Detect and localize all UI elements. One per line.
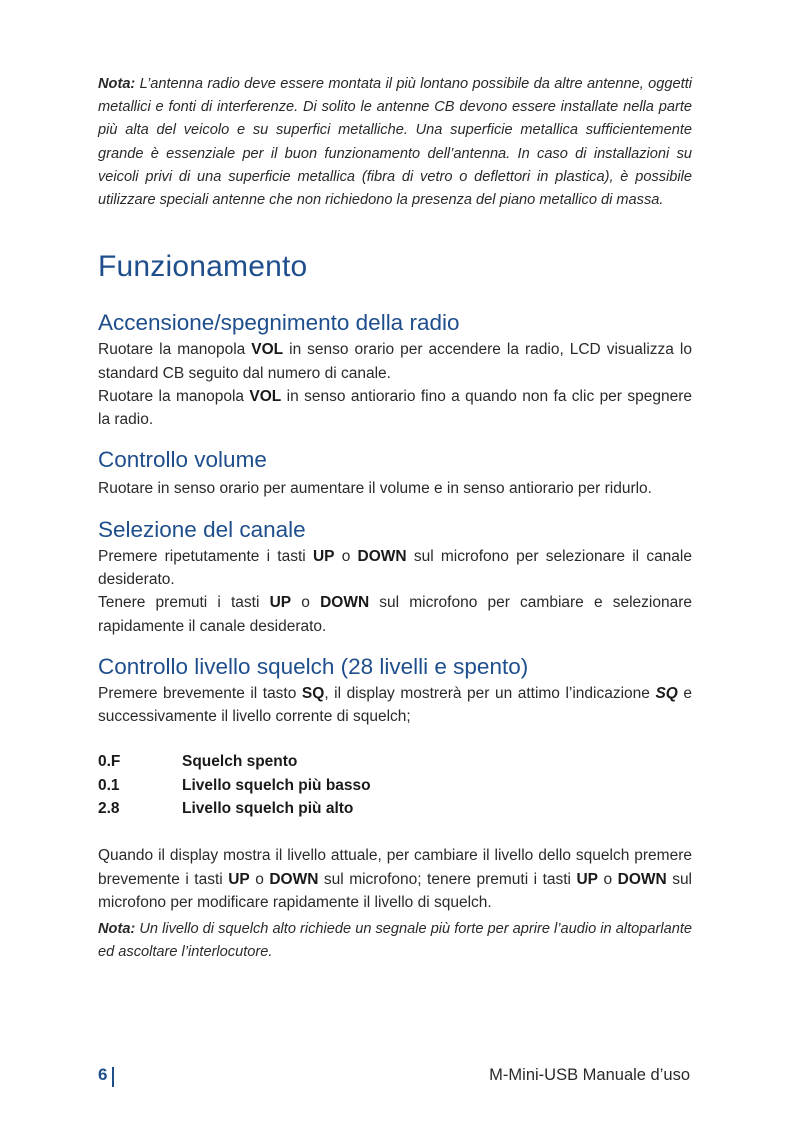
note-text: Un livello di squelch alto richiede un segnale più forte per aprire l’audio in altoparlante ed ascoltare l’interlocutore. [98,921,692,961]
text: in senso antiorario fino a quando non fa clic per spegnere la radio. [98,387,692,429]
power-paragraph-2 [98,385,692,432]
squelch-levels-table [98,750,371,820]
level-code: 0.1 [98,776,120,794]
level-desc: Livello squelch più alto [182,800,354,818]
text: o [249,870,270,888]
text: Premere brevemente il tasto [98,684,302,702]
text: Premere ripetutamente i tasti [98,547,313,565]
page-content [98,73,692,965]
level-code: 0.F [98,753,121,771]
heading-power: Accensione/spegnimento della radio [98,310,460,336]
text: e successivamente il livello corrente di squelch; [98,684,692,726]
power-paragraph-1 [98,338,692,385]
level-desc: Livello squelch più basso [182,776,371,794]
key-up: UP [269,594,292,612]
key-down: DOWN [617,870,667,888]
text: sul microfono; tenere premuti i tasti [318,870,577,888]
heading-volume: Controllo volume [98,447,267,473]
table-row [98,774,371,797]
text: Ruotare la manopola [98,341,252,359]
text: Ruotare la manopola [98,387,250,405]
text: , il display mostrerà per un attimo l’indicazione [324,684,656,702]
footer-divider [112,1067,114,1087]
key-up: UP [312,547,335,565]
text: o [334,547,358,565]
text: Tenere premuti i tasti [98,594,270,612]
text: sul microfono per modificare rapidamente il livello di squelch. [98,870,693,911]
heading-channel: Selezione del canale [98,516,306,542]
channel-paragraph-1 [98,545,692,592]
text: sul microfono per cambiare e selezionare rapidamente il canale desiderato. [98,594,692,635]
text: o [291,594,321,612]
key-down: DOWN [269,870,319,888]
volume-paragraph: Ruotare in senso orario per aumentare il volume e in senso antiorario per ridurlo. [98,480,652,498]
table-row [98,750,371,773]
note-antenna [98,73,692,212]
key-sq: SQ [301,684,325,702]
note-label: Nota: [98,921,136,938]
text: in senso orario per accendere la radio, LCD visualizza lo standard CB seguito dal numero di canale. [98,341,692,382]
key-vol: VOL [249,387,282,405]
heading-squelch: Controllo livello squelch (28 livelli e spento) [98,653,529,679]
note-squelch [98,918,692,964]
footer-title: M-Mini-USB Manuale d’uso [489,1066,690,1084]
key-down: DOWN [357,547,407,565]
squelch-paragraph-2 [98,844,692,914]
key-down: DOWN [320,594,370,612]
text: Quando il display mostra il livello attuale, per cambiare il livello dello squelch premere brevemente i tasti [98,847,692,888]
table-row [98,797,371,820]
key-vol: VOL [251,341,284,359]
key-up: UP [228,870,250,888]
section-title: Funzionamento [98,250,308,284]
level-desc: Squelch spento [182,753,298,771]
note-text: L’antenna radio deve essere montata il più lontano possibile da altre antenne, oggetti metallici e fonti di interferenze. Di solito le antenne CB devono essere installate nella parte più alta del veicolo e su superfici metalliche. Una superficie metallica sufficientemente grande è essenziale per il buon funzionamento dell’antenna. In caso di installazioni su veicoli privi di una superficie metallica (fibra di vetro o deflettori in plastica), è possibile utilizzare speciali antenne che non richiedono la presenza del piano metallico di massa. [98,76,692,209]
squelch-paragraph-1 [98,682,692,729]
channel-paragraph-2 [98,591,692,638]
display-sq: SQ [655,684,678,702]
page-number: 6 [98,1065,108,1084]
note-label: Nota: [98,76,136,92]
text: sul microfono per selezionare il canale desiderato. [98,547,692,588]
key-up: UP [576,870,599,888]
level-code: 2.8 [98,800,120,818]
text: o [598,870,618,888]
